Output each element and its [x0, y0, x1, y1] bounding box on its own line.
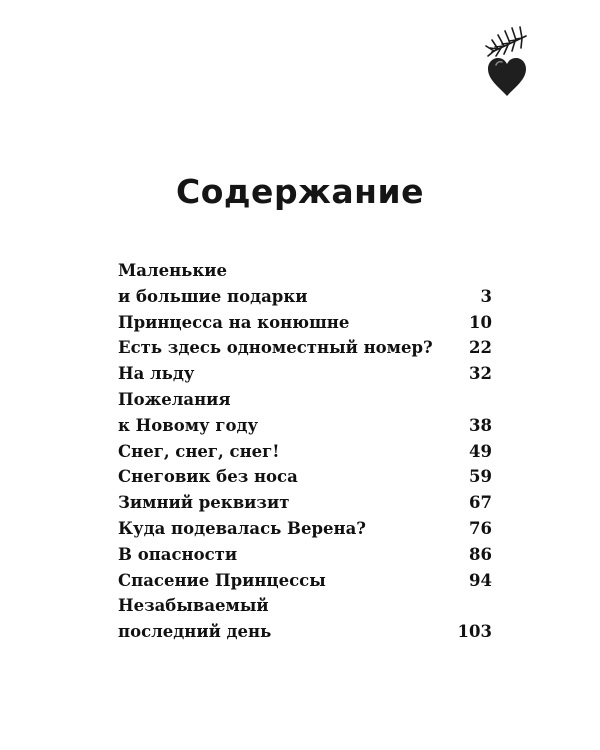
table-of-contents	[118, 258, 492, 645]
toc-entry-title	[118, 387, 258, 439]
toc-entry-page-number: 32	[469, 364, 492, 384]
toc-entry-title-line: В опасности	[118, 544, 238, 564]
toc-entry-title-line: Зимний реквизит	[118, 493, 290, 513]
toc-entry	[118, 542, 492, 568]
toc-entry-page-number: 103	[457, 622, 492, 642]
toc-entry-page-number: 10	[469, 312, 492, 332]
toc-entry-page-number: 67	[469, 493, 492, 513]
toc-entry-page-number: 59	[469, 467, 492, 487]
toc-entry-title	[118, 568, 326, 594]
toc-entry-page-number: 3	[480, 286, 492, 306]
toc-entry-title-line: Пожелания	[118, 389, 231, 409]
toc-entry	[118, 387, 492, 439]
toc-entry-title-line: Принцесса на конюшне	[118, 312, 350, 332]
toc-entry-page-number: 49	[469, 441, 492, 461]
toc-entry	[118, 335, 492, 361]
toc-entry-title	[118, 516, 366, 542]
toc-entry	[118, 464, 492, 490]
toc-entry-title	[118, 464, 298, 490]
toc-entry-page-number: 94	[469, 570, 492, 590]
toc-entry-title-line: Спасение Принцессы	[118, 570, 326, 590]
toc-entry	[118, 258, 492, 310]
toc-entry-title-line: На льду	[118, 364, 195, 384]
toc-entry	[118, 516, 492, 542]
toc-entry-page-number: 76	[469, 518, 492, 538]
heart-with-pine-branch-icon	[482, 18, 532, 98]
toc-entry-title	[118, 310, 349, 336]
toc-entry-title	[118, 490, 289, 516]
toc-entry-title-line: последний день	[118, 622, 272, 642]
toc-entry-title-line: Куда подевалась Верена?	[118, 518, 366, 538]
toc-entry-title-line: Маленькие	[118, 261, 228, 280]
toc-entry-title	[118, 258, 308, 310]
toc-entry-title-line: и большие подарки	[118, 286, 308, 306]
toc-entry-title	[118, 335, 433, 361]
toc-entry-title	[118, 593, 271, 645]
toc-entry-page-number: 86	[469, 544, 492, 564]
toc-entry-title-line: Снег, снег, снег!	[118, 441, 280, 461]
toc-entry-page-number: 22	[469, 338, 492, 358]
page-title: Содержание	[176, 172, 424, 211]
toc-entry-page-number: 38	[469, 415, 492, 435]
toc-entry-title-line: к Новому году	[118, 415, 259, 435]
toc-entry-title-line: Есть здесь одноместный номер?	[118, 338, 433, 358]
toc-entry-title-line: Снеговик без носа	[118, 467, 298, 487]
toc-entry-title	[118, 439, 280, 465]
toc-entry-title-line: Незабываемый	[118, 596, 269, 616]
toc-entry	[118, 593, 492, 645]
toc-entry	[118, 490, 492, 516]
toc-entry	[118, 361, 492, 387]
toc-entry-title	[118, 361, 194, 387]
toc-entry	[118, 568, 492, 594]
toc-entry-title	[118, 542, 237, 568]
toc-entry	[118, 310, 492, 336]
toc-entry	[118, 439, 492, 465]
